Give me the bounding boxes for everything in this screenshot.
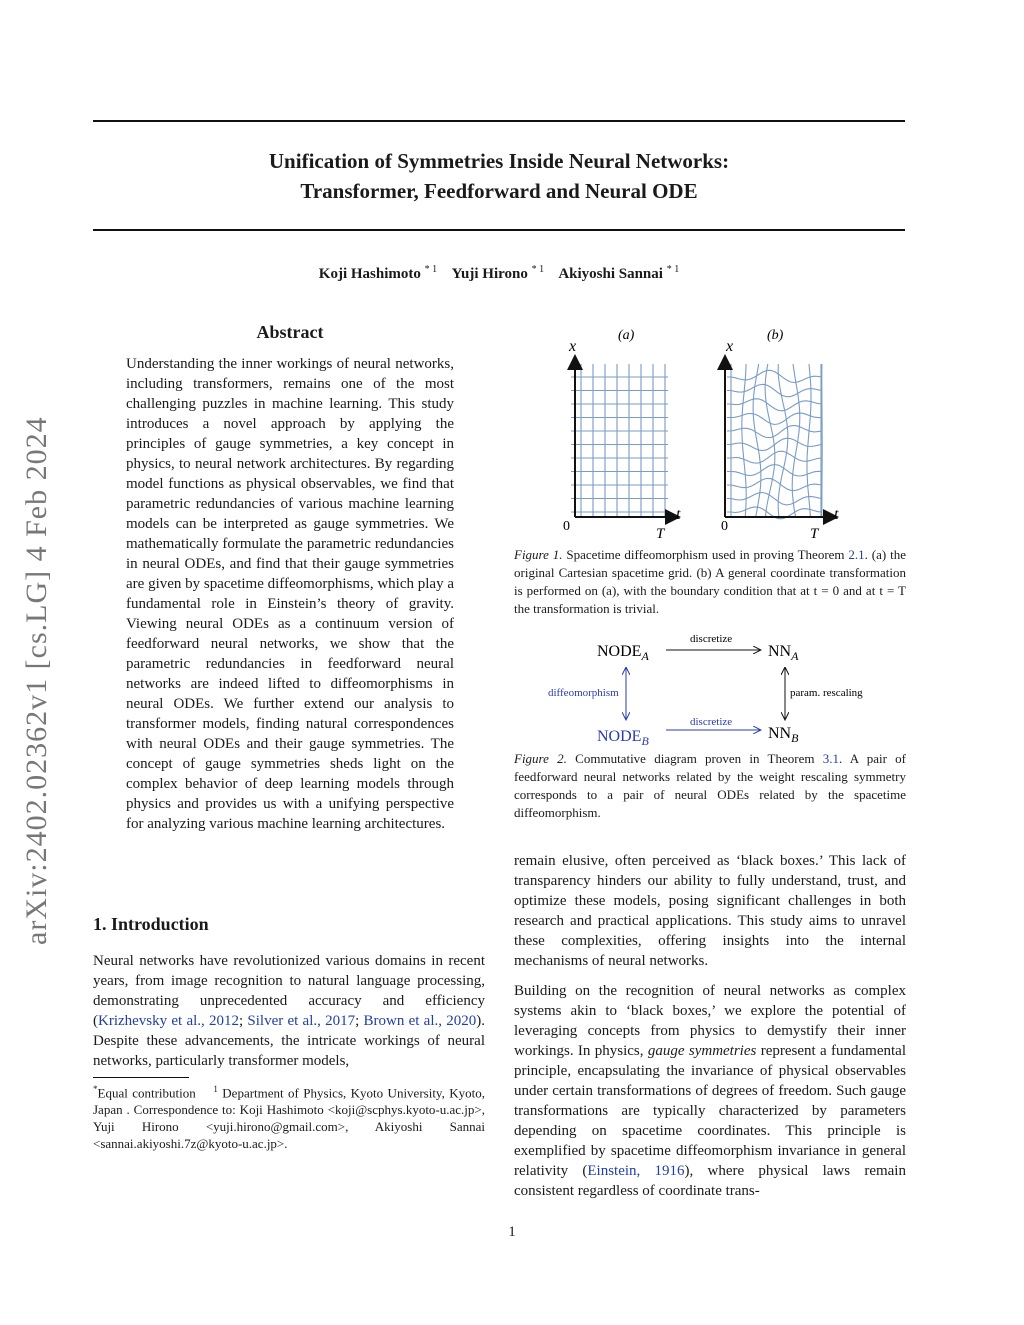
footnote-mark: * (93, 1084, 98, 1094)
author-name: Koji Hashimoto (318, 266, 421, 282)
rescaling-label: param. rescaling (790, 687, 863, 699)
citation-link[interactable]: Silver et al., 2017 (247, 1013, 356, 1029)
footnote-text: Equal contribution (97, 1085, 201, 1101)
intro-text: represent a fundamental principle, encapsulating the invariance of physical observables under certain transformations of degrees of freedom. Such gauge transformations are typically characterized by parameters depending on spacetime coordinates. This principle is exemplified by spacetime diffeomorphism invariance in general relativity ( (514, 1043, 906, 1179)
intro-paragraph-1-continued (514, 851, 906, 971)
grid-line (807, 364, 811, 516)
figure-2-caption (514, 750, 906, 822)
discretize-label-top: discretize (690, 633, 733, 645)
node-a-label: $NODE_A$ (597, 643, 649, 663)
T-label: T (656, 526, 665, 542)
intro-emphasis: gauge symmetries (647, 1043, 757, 1059)
grid-line (727, 413, 822, 424)
intro-text: remain elusive, often perceived as ‘black boxes.’ This lack of transparency hinders our ability to fully understand, trust, and optimize these models, posing significant challenges in both research and practical applications. This study aims to unravel these complexities, offering insights into the internal mechanisms of neural networks. (514, 853, 906, 969)
intro-text: ), where physical laws remain consistent regardless of coordinate trans- (514, 1163, 906, 1199)
grid-line (727, 384, 822, 396)
axis-label-x: x (569, 338, 577, 355)
caption-label: Figure 1. (514, 547, 563, 562)
nn-a-label: $NN_A$ (768, 643, 799, 663)
title-rule-bottom (93, 229, 905, 231)
page-number: 1 (508, 1224, 516, 1240)
grid-line (727, 493, 822, 505)
axis-label-t: t (834, 506, 839, 523)
footnote-rule (93, 1077, 189, 1078)
caption-label: Figure 2. (514, 751, 567, 766)
intro-paragraph-1 (93, 951, 485, 1071)
author-affiliation-mark: * 1 (531, 264, 545, 275)
panel-b-label: (b) (767, 328, 784, 343)
deformed-grid (727, 364, 822, 519)
footnote (93, 1081, 485, 1152)
axis-label-t: t (676, 506, 681, 523)
title-line-1: Unification of Symmetries Inside Neural Networks: (268, 149, 730, 173)
T-label: T (810, 526, 819, 542)
intro-text: Building on the recognition of neural networks as complex systems akin to ‘black boxes,’ we explore the potential of leveraging concepts from physics to demystify their inner workings. In physics, (514, 983, 906, 1059)
footnote-text: Department of Physics, Kyoto University, Kyoto, Japan . Correspondence to: Koji Hashimoto <koji@scphys.kyoto-u.ac.jp>, Yuji Hirono <yuji.hirono@gmail.com>, Akiyoshi Sannai <sannai.akiyoshi.7z@kyoto-u.ac.jp>. (93, 1085, 485, 1152)
abstract-text: Understanding the inner workings of neural networks, including transformers, remains one of the most challenging puzzles in machine learning. This study introduces a novel approach by applying the principles of gauge symmetries, a key concept in physics, to neural network architectures. By regarding model functions as physical observables, we find that parametric redundancies of various machine learning models can be interpreted as gauge symmetries. We mathematically formulate the parametric redundancies in neural ODEs, and find that their gauge symmetries are given by spacetime diffeomorphisms, which play a fundamental role in Einstein’s theory of gravity. Viewing neural ODEs as a continuum version of feedforward neural networks, we show that the parametric redundancies in feedforward neural networks are indeed lifted to diffeomorphisms in neural ODEs. We further extend our analysis to transformer models, finding natural correspondences with neural ODEs and their gauge symmetries. The concept of gauge symmetries sheds light on the complex behavior of deep learning models through physics and provides us with a unifying perspective for analyzing various machine learning architectures. (126, 356, 454, 832)
author-list (93, 264, 905, 283)
caption-text: Commutative diagram proven in Theorem (566, 751, 823, 766)
theorem-link[interactable]: 3.1 (822, 751, 839, 766)
node-b-label: $NODE_B$ (597, 728, 649, 748)
intro-paragraph-2 (514, 981, 906, 1201)
caption-text: Spacetime diffeomorphism used in proving Theorem (562, 547, 849, 562)
citation-link[interactable]: Einstein, 1916 (587, 1163, 685, 1179)
nn-b-label: $NN_B$ (768, 725, 799, 745)
citation-link[interactable]: Krizhevsky et al., 2012 (98, 1013, 240, 1029)
section-heading-introduction: 1. Introduction (93, 914, 209, 934)
title-rule-top (93, 120, 905, 122)
origin-label: 0 (721, 519, 728, 534)
arxiv-stamp: arXiv:2402.02362v1 [cs.LG] 4 Feb 2024 (20, 416, 53, 945)
intro-text: Neural networks have revolutionized various domains in recent years, from image recognition to natural language processing, demonstrating unprecedented accuracy and efficiency ( (93, 953, 485, 1029)
panel-a-label: (a) (618, 328, 635, 343)
abstract-heading: Abstract (256, 322, 324, 342)
footnote-mark: 1 (213, 1084, 218, 1094)
discretize-label-bottom: discretize (690, 716, 733, 728)
paper-title (93, 146, 905, 206)
grid-line (742, 364, 746, 516)
grid-line (727, 399, 822, 411)
citation-link[interactable]: Brown et al., 2020 (363, 1013, 477, 1029)
axis-label-x: x (726, 338, 734, 355)
author-name: Yuji Hirono (451, 266, 528, 282)
cartesian-grid (571, 364, 668, 517)
intro-text: ; (355, 1013, 364, 1029)
author-name: Akiyoshi Sannai (558, 266, 663, 282)
author-affiliation-mark: * 1 (424, 264, 438, 275)
caption-text: . (a) the original Cartesian spacetime grid. (b) A general coordinate transformation is performed on (a), with the boundary condition that at t = 0 and at t = T the transformation is trivial. (514, 547, 906, 616)
origin-label: 0 (563, 519, 570, 534)
grid-line (727, 370, 822, 382)
intro-text: ; (239, 1013, 248, 1029)
figure-1-caption (514, 546, 906, 618)
caption-text: . A pair of feedforward neural networks related by the weight rescaling symmetry corresponds to a pair of neural ODEs related by the spacetime diffeomorphism. (514, 751, 907, 820)
author-affiliation-mark: * 1 (666, 264, 680, 275)
grid-line (778, 364, 788, 516)
grid-line (727, 425, 822, 437)
diffeomorphism-label: diffeomorphism (548, 687, 619, 699)
title-line-2: Transformer, Feedforward and Neural ODE (300, 179, 698, 203)
intro-text: ). Despite these advancements, the intricate workings of neural networks, particularly transformer models, (93, 1013, 485, 1069)
theorem-link[interactable]: 2.1 (848, 547, 865, 562)
figure-1 (545, 322, 885, 544)
figure-2-commutative-diagram (540, 626, 885, 750)
